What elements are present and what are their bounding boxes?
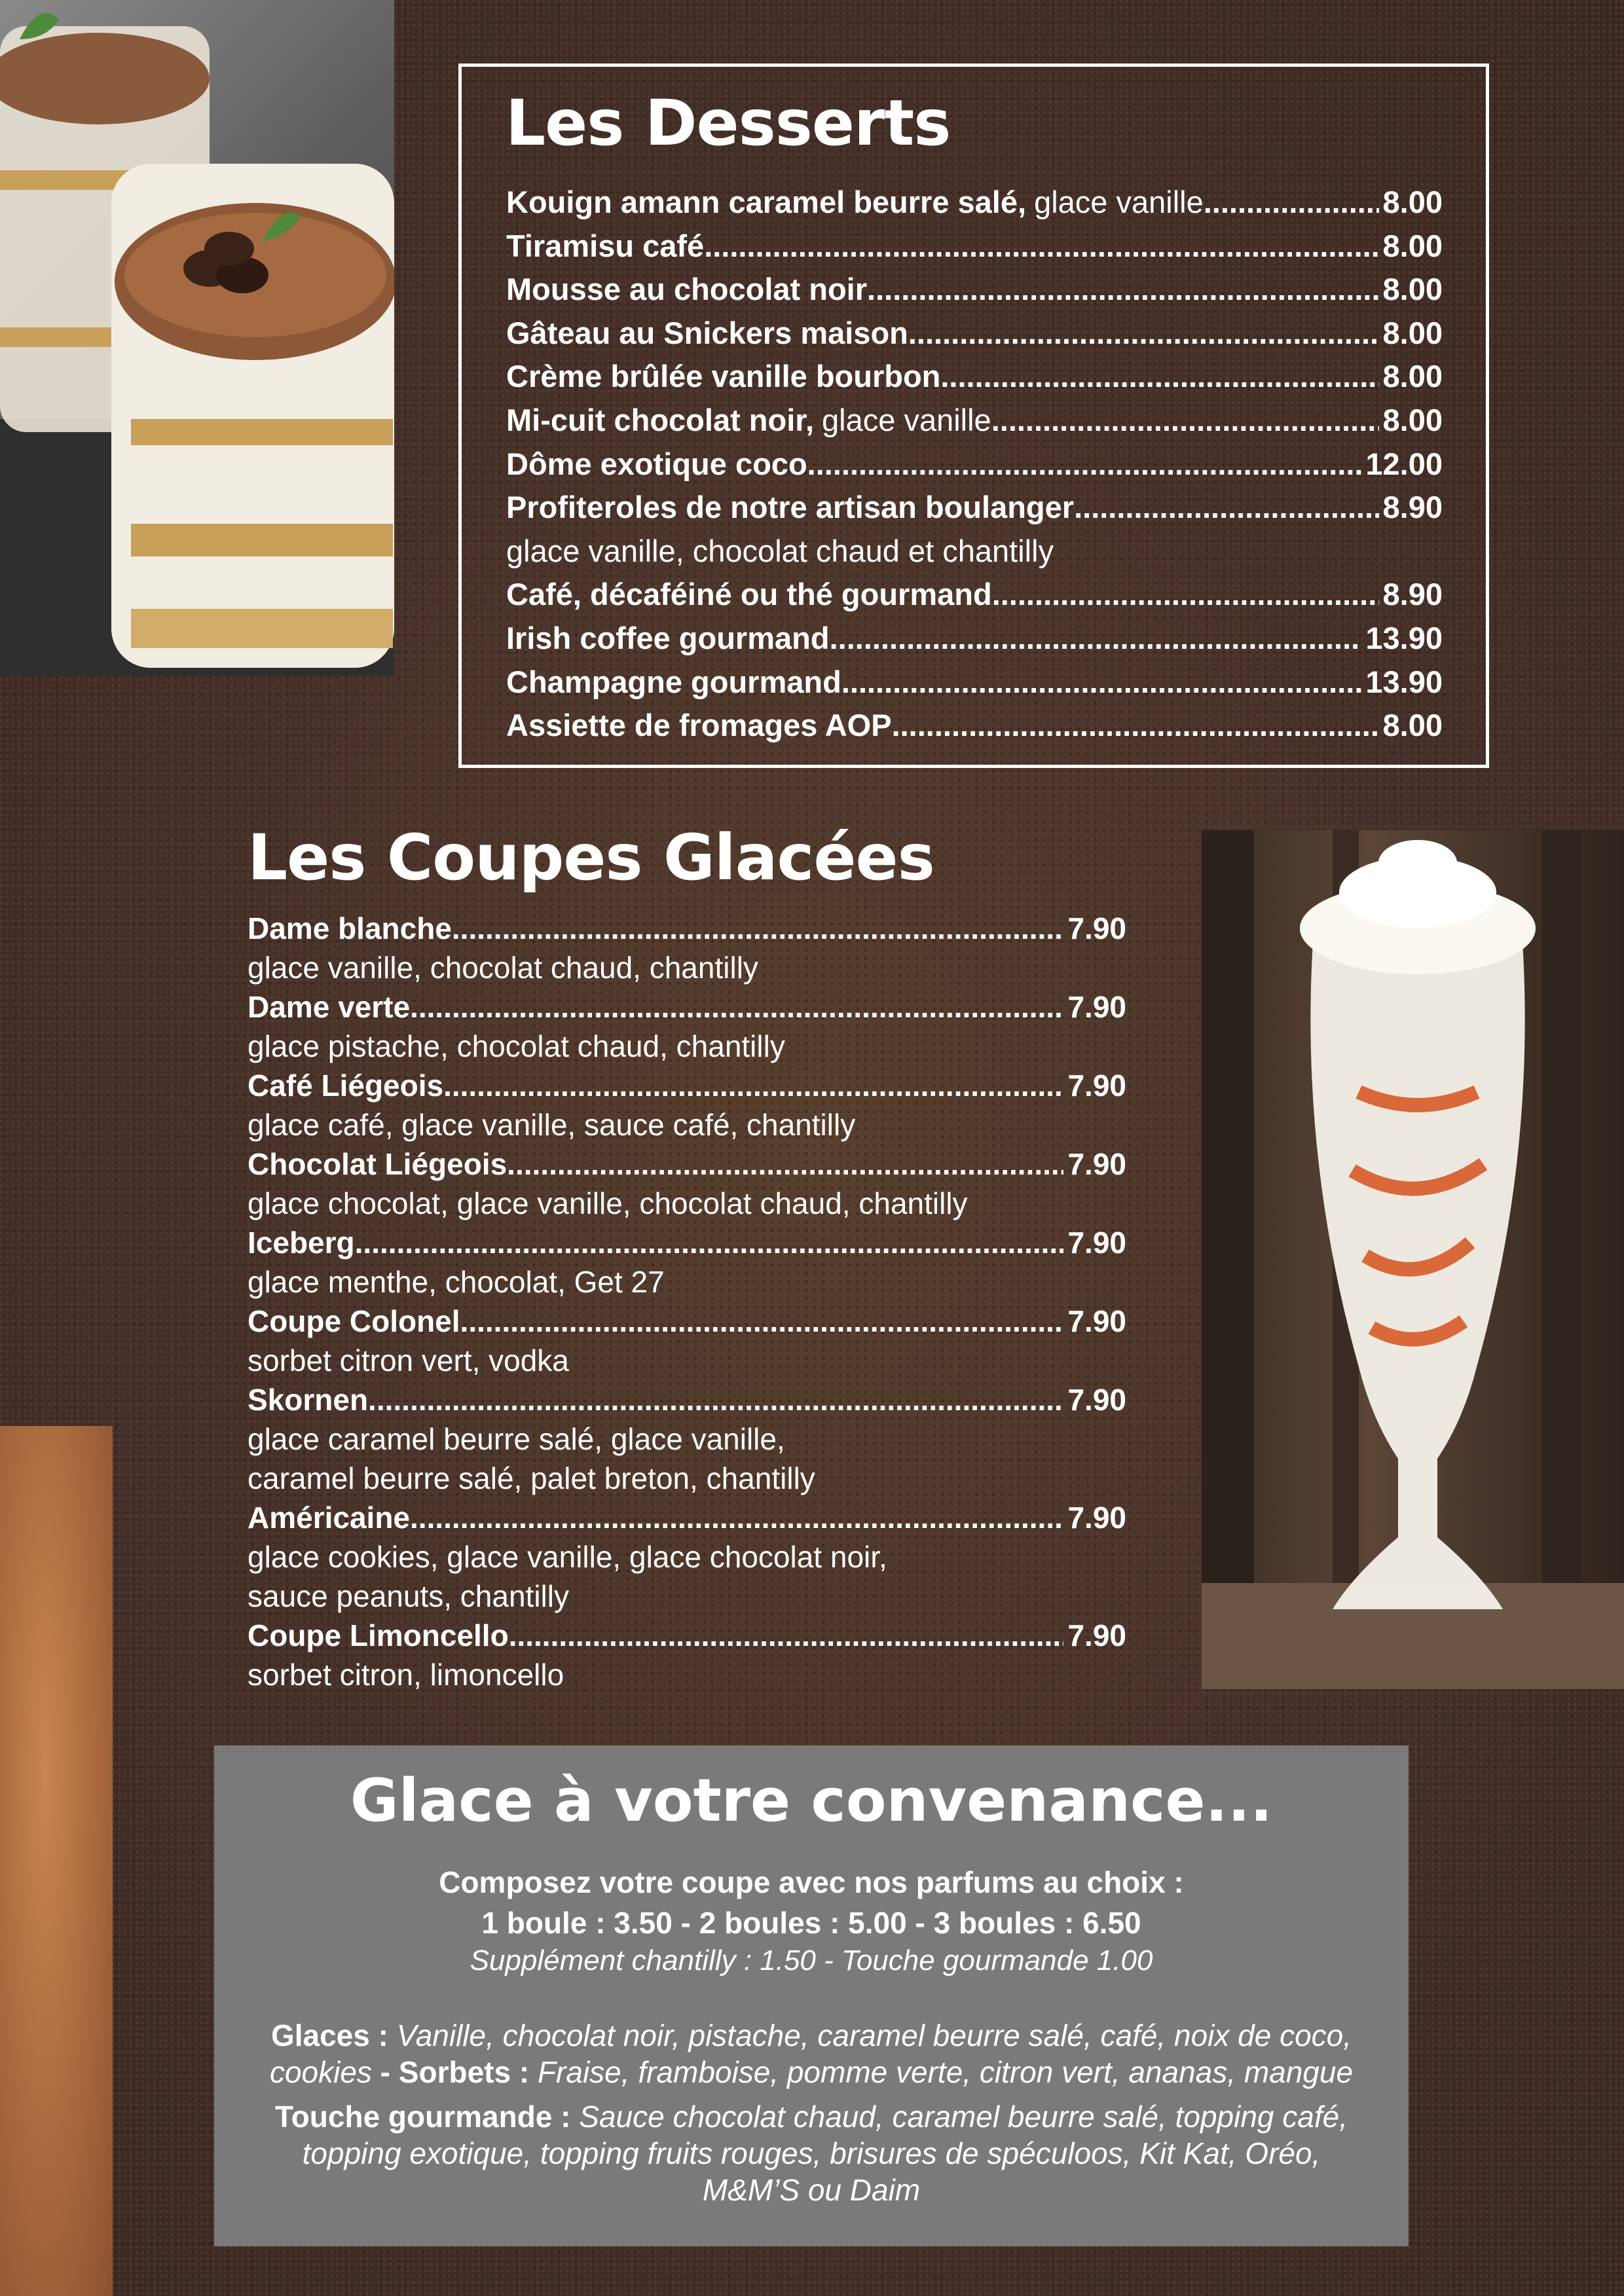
dessert-description: glace vanille, chocolat chaud et chantilly [506,533,1054,568]
coupe-item: Dame blanche ..... 7.90 [248,909,1126,948]
dessert-item: Crème brûlée vanille bourbon ..... 8.00 [506,355,1443,399]
dessert-item: Café, décaféiné ou thé gourmand ..... 8.90 [506,573,1443,617]
coupe-description: glace café, glace vanille, sauce café, chantilly [248,1108,856,1142]
custom-ice-cream-panel [214,1745,1409,2246]
coupes-title: Les Coupes Glacées [248,821,934,894]
tiramisu-photo [0,0,394,676]
glace-title: Glace à votre convenance... [350,1766,1273,1835]
coupe-description: glace pistache, chocolat chaud, chantilly [248,1029,785,1063]
coupe-description: glace cookies, glace vanille, glace chocolat noir, [248,1540,887,1574]
coupe-description: glace menthe, chocolat, Get 27 [248,1265,665,1299]
coupe-description: caramel beurre salé, palet breton, chantilly [248,1461,815,1495]
coupe-item: Chocolat Liégeois ..... 7.90 [248,1144,1126,1184]
coupe-item: Américaine ..... 7.90 [248,1498,1126,1537]
dessert-item: Gâteau au Snickers maison ..... 8.00 [506,312,1443,355]
dessert-item: Mousse au chocolat noir ..... 8.00 [506,268,1443,312]
dessert-item: Champagne gourmand ..... 13.90 [506,661,1443,704]
coupe-item: Coupe Limoncello ..... 7.90 [248,1616,1126,1655]
coupe-description: glace caramel beurre salé, glace vanille, [248,1422,785,1456]
scoop-prices: 1 boule : 3.50 - 2 boules : 5.00 - 3 boules : 6.50 [481,1906,1141,1940]
dessert-item: Profiteroles de notre artisan boulanger ..... 8.90 [506,486,1443,530]
touche-line: Touche gourmande : Sauce chocolat chaud, caramel beurre salé, topping café, [275,2100,1348,2134]
compose-line: Composez votre coupe avec nos parfums au choix : [439,1865,1184,1899]
coupe-item: Café Liégeois ..... 7.90 [248,1066,1126,1105]
dessert-item: Dôme exotique coco ..... 12.00 [506,443,1443,486]
supplement-line: Supplément chantilly : 1.50 - Touche gourmande 1.00 [470,1944,1153,1977]
coupe-description: glace vanille, chocolat chaud, chantilly [248,951,758,985]
dessert-item: Tiramisu café ..... 8.00 [506,225,1443,268]
desserts-title: Les Desserts [506,86,951,160]
sorbets-line: cookies - Sorbets : Fraise, framboise, pomme verte, citron vert, ananas, mangue [269,2055,1354,2089]
coupe-item: Coupe Colonel ..... 7.90 [248,1302,1126,1341]
coupe-item: Skornen ..... 7.90 [248,1380,1126,1419]
tiramisu-illustration [0,0,394,676]
coupe-description: sorbet citron, limoncello [248,1658,564,1692]
decorative-copper-strip [0,1426,113,2296]
glaces-line: Glaces : Vanille, chocolat noir, pistache, caramel beurre salé, café, noix de coco, [270,2018,1352,2052]
coupe-item: Iceberg ..... 7.90 [248,1223,1126,1262]
coupe-description: sauce peanuts, chantilly [248,1579,569,1613]
coupe-description: glace chocolat, glace vanille, chocolat chaud, chantilly [248,1186,968,1220]
desserts-list [506,181,1443,748]
touche-line-3: M&M’S ou Daim [702,2173,921,2207]
touche-line-2: topping exotique, topping fruits rouges, brisures de spéculoos, Kit Kat, Oréo, [302,2136,1321,2170]
dessert-item: Irish coffee gourmand ..... 13.90 [506,617,1443,661]
coupe-description: sorbet citron vert, vodka [248,1343,569,1377]
dessert-item: Mi-cuit chocolat noir, glace vanille ..... 8.00 [506,399,1443,443]
coupe-illustration [1202,830,1624,1689]
dessert-item: Assiette de fromages AOP ..... 8.00 [506,704,1443,748]
coupe-item: Dame verte ..... 7.90 [248,987,1126,1027]
ice-cream-coupe-photo [1202,830,1624,1689]
dessert-item: Kouign amann caramel beurre salé, glace vanille ..... 8.00 [506,181,1443,225]
coupes-list [248,909,1126,1694]
